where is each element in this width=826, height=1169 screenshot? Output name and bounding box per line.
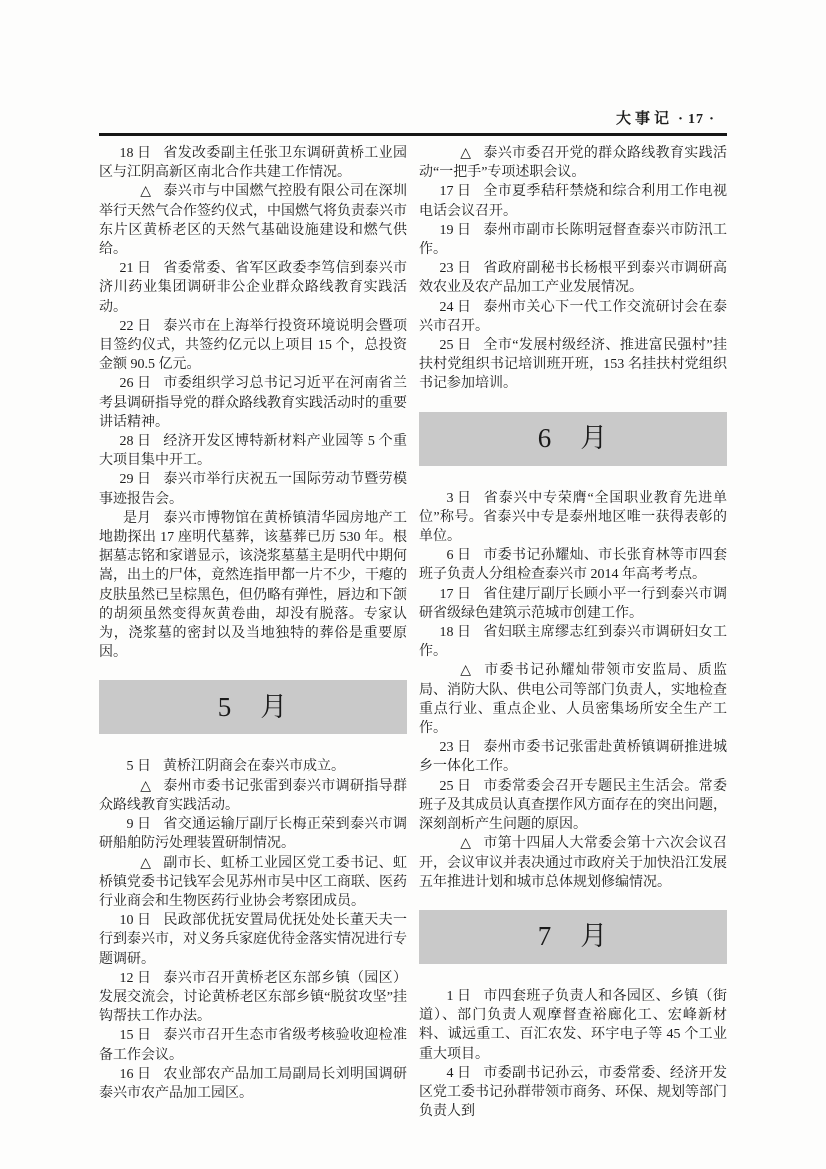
entry-date: 24 日 [439, 299, 471, 315]
chronicle-entry [419, 585, 727, 623]
entry-date: 18 日 [119, 146, 151, 161]
chronicle-entry [99, 911, 407, 969]
chronicle-entry [99, 182, 407, 259]
chronicle-entry [99, 757, 407, 776]
entry-text: 市四套班子负责人和各园区、乡镇（街道）、部门负责人观摩督查裕廊化工、宏峰新材料、诚远重工、百汇农发、环宇电子等 45 个工业重大项目。 [419, 988, 727, 1062]
header-rule [99, 133, 727, 136]
chronicle-entry [419, 336, 727, 394]
entry-text: 省交通运输厅副厅长梅正荣到泰兴市调研船舶防污处理装置研制情况。 [99, 817, 407, 852]
chronicle-entry [99, 509, 407, 663]
page-number: 17 [687, 112, 704, 127]
entry-date: 10 日 [119, 913, 151, 929]
page-title: 大事记 [615, 111, 673, 127]
chronicle-entry [419, 221, 727, 259]
chronicle-entry [99, 144, 407, 182]
header-dot: · [677, 111, 683, 127]
entry-text: 农业部农产品加工局副局长刘明国调研泰兴市农产品加工园区。 [99, 1066, 407, 1101]
entry-date: 23 日 [439, 261, 471, 277]
right-column [419, 144, 727, 1121]
chronicle-entry [99, 470, 407, 508]
entry-date: 9 日 [126, 817, 151, 833]
month-section-header [99, 680, 407, 734]
left-column [99, 144, 407, 1121]
chronicle-entry [419, 623, 727, 661]
entry-date: △ [460, 146, 471, 161]
entry-text: 泰州市委书记张雷赴黄桥镇调研推进城乡一体化工作。 [419, 740, 727, 775]
entry-date: 15 日 [119, 1028, 151, 1044]
entry-date: 16 日 [119, 1066, 151, 1082]
chronicle-entry [99, 969, 407, 1027]
entry-date: 17 日 [439, 184, 471, 200]
month-section-header [419, 910, 727, 964]
yearbook-page [99, 0, 727, 1121]
entry-date: 29 日 [119, 472, 151, 488]
entry-date: 23 日 [439, 740, 471, 756]
entry-date: 12 日 [119, 970, 151, 986]
chronicle-entry [419, 661, 727, 738]
chronicle-entry [419, 987, 727, 1064]
chronicle-entry [419, 834, 727, 892]
chronicle-entry [99, 854, 407, 912]
chronicle-entry [99, 432, 407, 470]
entry-text: 经济开发区博特新材料产业园等 5 个重大项目集中开工。 [99, 434, 407, 469]
chronicle-entry [419, 489, 727, 547]
entry-text: 泰兴市博物馆在黄桥镇清华园房地产工地勘探出 17 座明代墓葬，该墓葬已历 530 年。根据墓志铭和家谱显示，该浇浆墓墓主是明代中期何嵩，出土的尸体，竟然连指甲都一片不少，干瘪的皮肤虽然已呈棕黑色，但仍略有弹性，唇边和下颌的胡须虽然变得灰黄卷曲，却没有脱落。专家认为，浇浆墓的密封以及当地独特的葬俗是重要原因。 [99, 510, 407, 661]
entry-date: △ [460, 663, 471, 679]
chronicle-entry [99, 777, 407, 815]
entry-date: △ [140, 855, 151, 871]
month-section-header [419, 412, 727, 466]
entry-date: △ [140, 778, 151, 794]
entry-text: 市委副书记孙云，市委常委、经济开发区党工委书记孙群带领市商务、环保、规划等部门负责人到 [419, 1065, 727, 1120]
entry-text: 省发改委副主任张卫东调研黄桥工业园区与江阴高新区南北合作共建工作情况。 [99, 146, 407, 181]
entry-text: 黄桥江阴商会在泰兴市成立。 [163, 759, 345, 775]
entry-date: 21 日 [119, 261, 151, 277]
entry-text: 泰兴市在上海举行投资环境说明会暨项目签约仪式，共签约亿元以上项目 15 个，总投资金额 90.5 亿元。 [99, 318, 407, 373]
entry-date: 5 日 [126, 759, 151, 775]
chronicle-entry [99, 1065, 407, 1103]
entry-date: 1 日 [446, 988, 471, 1004]
entry-date: 17 日 [439, 586, 471, 602]
month-label: 7 月 [537, 921, 609, 952]
header-dot: · [708, 111, 714, 127]
chronicle-entry [419, 259, 727, 297]
entry-text: 市委常委会召开专题民主生活会。常委班子及其成员认真查摆作风方面存在的突出问题，深刻剖析产生问题的原因。 [419, 778, 727, 833]
entry-text: 市第十四届人大常委会第十六次会议召开，会议审议并表决通过市政府关于加快沿江发展五年推进计划和城市总体规划修编情况。 [419, 836, 727, 890]
entry-text: 泰州市副市长陈明冠督查泰兴市防汛工作。 [419, 222, 727, 258]
chronicle-entry [99, 1026, 407, 1064]
entry-date: △ [460, 836, 471, 852]
month-label: 5 月 [217, 691, 289, 722]
chronicle-entry [419, 182, 727, 220]
entry-text: 市委书记孙耀灿、市长张育林等市四套班子负责人分组检查泰兴市 2014 年高考考点。 [419, 548, 727, 583]
entry-date: △ [140, 184, 151, 200]
entry-text: 省委常委、省军区政委李笃信到泰兴市济川药业集团调研非公企业群众路线教育实践活动。 [99, 261, 407, 315]
chronicle-entry [99, 317, 407, 375]
chronicle-entry [99, 815, 407, 853]
chronicle-entry [419, 144, 727, 182]
entry-date: 22 日 [119, 318, 151, 334]
entry-text: 民政部优抚安置局优抚处处长董天夫一行到泰兴市，对义务兵家庭优待金落实情况进行专题调研。 [99, 913, 407, 967]
entry-text: 全市“发展村级经济、推进富民强村”挂扶村党组织书记培训班开班，153 名挂扶村党组织书记参加培训。 [419, 338, 727, 392]
entry-date: 28 日 [119, 434, 151, 450]
entry-text: 泰州市关心下一代工作交流研讨会在泰兴市召开。 [419, 299, 727, 334]
entry-date: 18 日 [439, 625, 471, 641]
chronicle-entry [99, 374, 407, 432]
entry-date: 4 日 [446, 1065, 471, 1081]
entry-text: 泰兴市举行庆祝五一国际劳动节暨劳模事迹报告会。 [99, 472, 407, 507]
entry-date: 19 日 [439, 222, 471, 238]
entry-date: 是月 [123, 510, 151, 526]
entry-text: 副市长、虹桥工业园区党工委书记、虹桥镇党委书记钱军会见苏州市吴中区工商联、医药行业商会和生物医药行业协会考察团成员。 [99, 855, 407, 909]
entry-text: 泰兴市委召开党的群众路线教育实践活动“一把手”专项述职会议。 [419, 146, 727, 181]
page-header [99, 106, 727, 133]
entry-text: 泰兴市召开黄桥老区东部乡镇（园区）发展交流会，讨论黄桥老区东部乡镇“脱贫攻坚”挂钩帮扶工作办法。 [99, 970, 407, 1025]
entry-date: 6 日 [446, 548, 471, 564]
entry-text: 省政府副秘书长杨根平到泰兴市调研高效农业及农产品加工产业发展情况。 [419, 261, 727, 296]
entry-text: 泰兴市与中国燃气控股有限公司在深圳举行天然气合作签约仪式，中国燃气将负责泰兴市东片区黄桥老区的天然气基础设施建设和燃气供给。 [99, 184, 407, 258]
entry-text: 市委组织学习总书记习近平在河南省兰考县调研指导党的群众路线教育实践活动时的重要讲话精神。 [99, 376, 407, 430]
chronicle-entry [419, 738, 727, 776]
text-columns [99, 144, 727, 1121]
entry-text: 省妇联主席缪志红到泰兴市调研妇女工作。 [419, 625, 727, 660]
entry-date: 26 日 [119, 376, 151, 392]
entry-text: 市委书记孙耀灿带领市安监局、质监局、消防大队、供电公司等部门负责人，实地检查重点行业、重点企业、人员密集场所安全生产工作。 [419, 663, 727, 737]
entry-text: 泰州市委书记张雷到泰兴市调研指导群众路线教育实践活动。 [99, 778, 407, 813]
chronicle-entry [99, 259, 407, 317]
month-label: 6 月 [537, 423, 609, 454]
entry-text: 省住建厅副厅长顾小平一行到泰兴市调研省级绿色建筑示范城市创建工作。 [419, 586, 727, 621]
entry-date: 25 日 [439, 338, 471, 354]
chronicle-entry [419, 298, 727, 336]
entry-text: 全市夏季秸秆禁烧和综合利用工作电视电话会议召开。 [419, 184, 727, 219]
entry-text: 泰兴市召开生态市省级考核验收迎检准备工作会议。 [99, 1028, 407, 1063]
chronicle-entry [419, 777, 727, 835]
chronicle-entry [419, 546, 727, 584]
entry-date: 3 日 [446, 490, 471, 506]
entry-date: 25 日 [439, 778, 471, 794]
entry-text: 省泰兴中专荣膺“全国职业教育先进单位”称号。省泰兴中专是泰州地区唯一获得表彰的单位。 [419, 490, 727, 545]
chronicle-entry [419, 1064, 727, 1122]
